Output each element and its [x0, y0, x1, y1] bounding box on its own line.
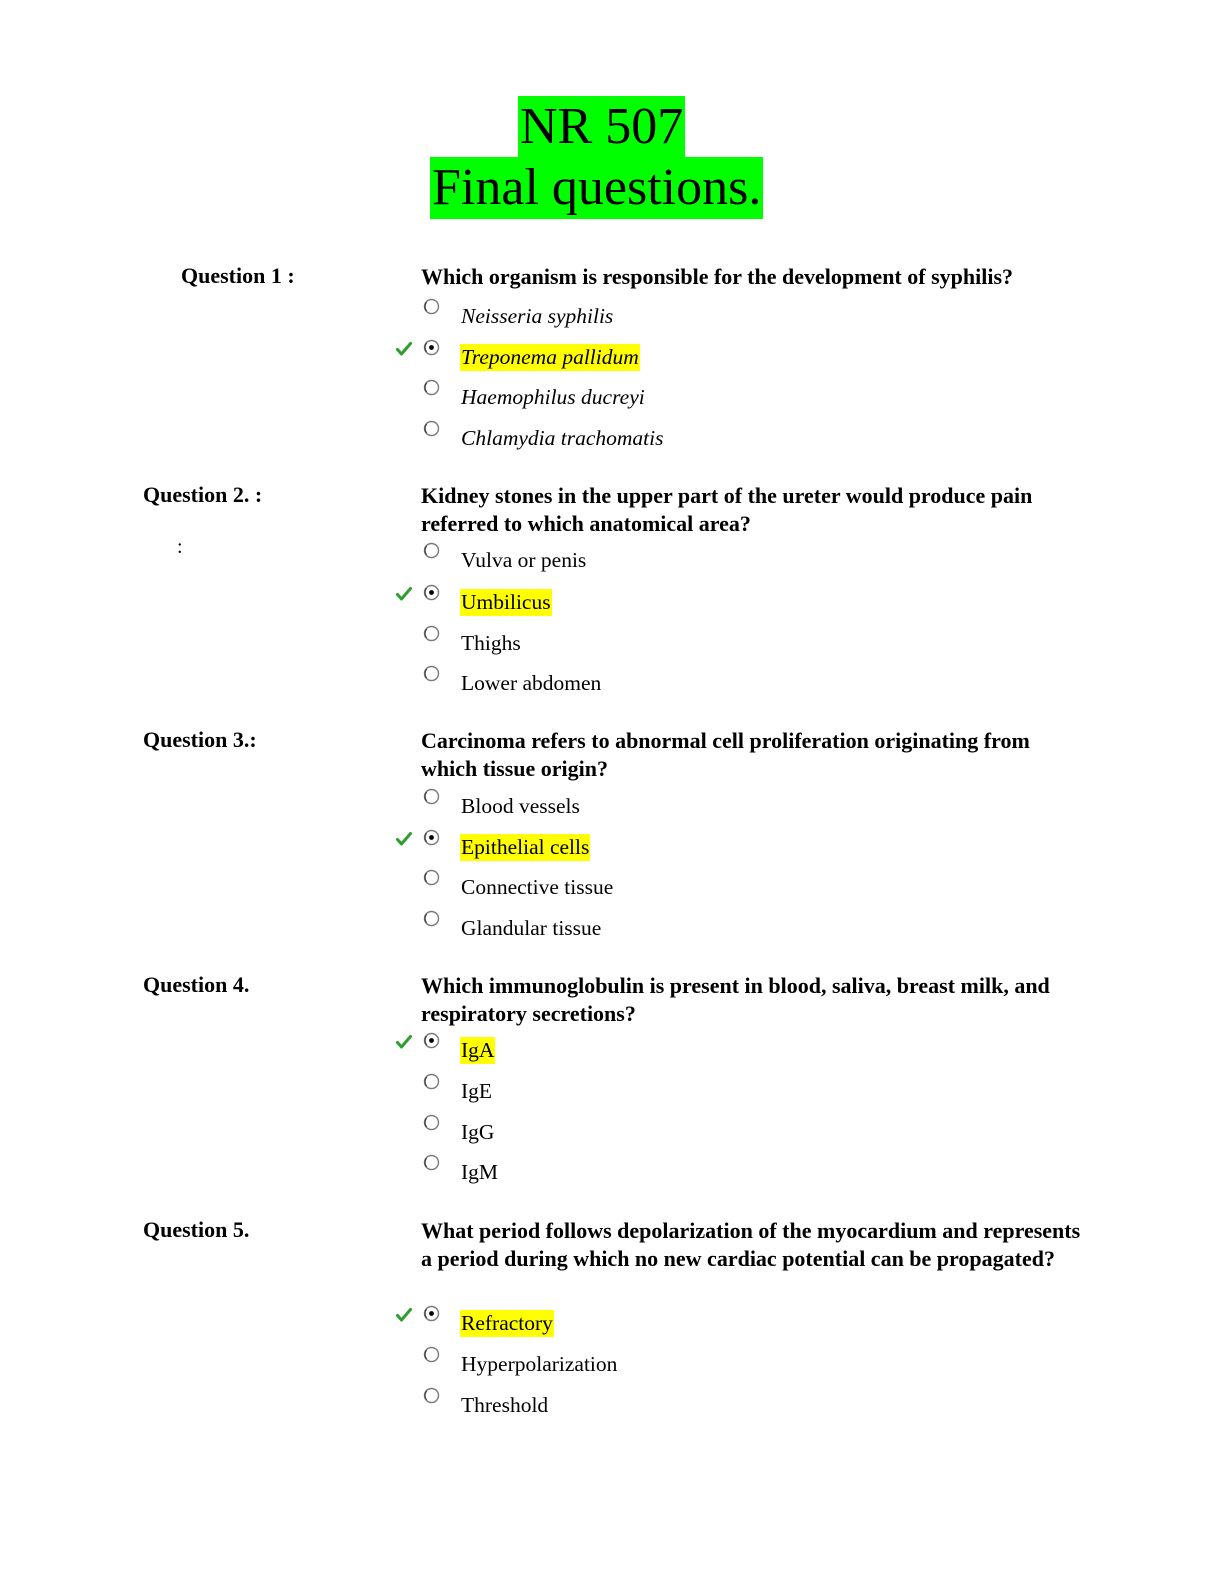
radio-empty-icon[interactable]: [423, 1154, 440, 1171]
question-label: Question 4.: [143, 972, 250, 997]
radio-empty-icon[interactable]: [423, 420, 440, 437]
radio-empty-icon[interactable]: [423, 1346, 440, 1363]
question-text: Which organism is responsible for the development of syphilis?: [421, 264, 1014, 289]
answer-option-label: Haemophilus ducreyi: [461, 385, 645, 409]
answer-option-label: Chlamydia trachomatis: [461, 426, 664, 450]
check-icon: [396, 1034, 412, 1050]
answer-option[interactable]: [396, 298, 1096, 332]
answer-option-label: Treponema pallidum: [461, 345, 639, 369]
answer-option-label: IgM: [461, 1160, 499, 1184]
answer-option[interactable]: [396, 1346, 1096, 1380]
answer-option[interactable]: [396, 625, 1096, 659]
title-line-1: NR 507: [518, 96, 685, 158]
question-label: Question 2. :: [143, 482, 263, 507]
radio-empty-icon[interactable]: [423, 788, 440, 805]
answer-option[interactable]: [396, 788, 1096, 822]
radio-selected-icon[interactable]: [423, 1305, 440, 1322]
question-text: Kidney stones in the upper part of the ureter would produce pain referred to which anatomical area?: [421, 483, 1033, 536]
radio-empty-icon[interactable]: [423, 869, 440, 886]
answer-option[interactable]: [396, 584, 1096, 618]
question-text: What period follows depolarization of the myocardium and represents a period during which no new cardiac potential can be propagated?: [421, 1218, 1081, 1271]
check-icon: [396, 1307, 412, 1323]
answer-option[interactable]: [396, 420, 1096, 454]
radio-empty-icon[interactable]: [423, 379, 440, 396]
radio-selected-icon[interactable]: [423, 1032, 440, 1049]
check-icon: [396, 341, 412, 357]
answer-option-label: Blood vessels: [461, 794, 580, 818]
question-label: Question 1 :: [181, 263, 295, 288]
answer-option[interactable]: [396, 379, 1096, 413]
answer-option-label: Glandular tissue: [461, 916, 602, 940]
answer-option-label: Vulva or penis: [461, 548, 587, 572]
answer-option-label: Connective tissue: [461, 875, 614, 899]
radio-empty-icon[interactable]: [423, 1073, 440, 1090]
radio-empty-icon[interactable]: [423, 298, 440, 315]
stray-colon: :: [177, 536, 183, 558]
answer-option[interactable]: [396, 665, 1096, 699]
answer-option[interactable]: [396, 339, 1096, 373]
answer-option-label: Neisseria syphilis: [461, 304, 614, 328]
check-icon: [396, 586, 412, 602]
check-icon: [396, 831, 412, 847]
answer-option-label: Refractory: [461, 1311, 553, 1335]
question-text: Carcinoma refers to abnormal cell proliferation originating from which tissue origin?: [421, 728, 1030, 781]
answer-option[interactable]: [396, 1032, 1096, 1066]
answer-option-label: IgG: [461, 1120, 495, 1144]
answer-option-label: Epithelial cells: [461, 835, 590, 859]
answer-option[interactable]: [396, 869, 1096, 903]
question-text: Which immunoglobulin is present in blood, saliva, breast milk, and respiratory secretions?: [421, 973, 1050, 1026]
question-label: Question 3.:: [143, 727, 257, 752]
radio-empty-icon[interactable]: [423, 625, 440, 642]
answer-option[interactable]: [396, 1154, 1096, 1188]
title-line-2: Final questions.: [430, 157, 763, 219]
answer-option-label: Hyperpolarization: [461, 1352, 618, 1376]
answer-option[interactable]: [396, 829, 1096, 863]
answer-option-label: Lower abdomen: [461, 671, 602, 695]
answer-option-label: Umbilicus: [461, 590, 551, 614]
answer-option[interactable]: [396, 1387, 1096, 1421]
answer-option[interactable]: [396, 1114, 1096, 1148]
radio-empty-icon[interactable]: [423, 1114, 440, 1131]
radio-selected-icon[interactable]: [423, 829, 440, 846]
answer-option-label: Thighs: [461, 631, 521, 655]
radio-empty-icon[interactable]: [423, 665, 440, 682]
radio-empty-icon[interactable]: [423, 542, 440, 559]
radio-selected-icon[interactable]: [423, 339, 440, 356]
question-label: Question 5.: [143, 1217, 250, 1242]
answer-option[interactable]: [396, 1305, 1096, 1339]
radio-empty-icon[interactable]: [423, 910, 440, 927]
answer-option[interactable]: [396, 542, 1096, 576]
radio-empty-icon[interactable]: [423, 1387, 440, 1404]
answer-option-label: IgE: [461, 1079, 493, 1103]
radio-selected-icon[interactable]: [423, 584, 440, 601]
answer-option-label: Threshold: [461, 1393, 549, 1417]
answer-option[interactable]: [396, 1073, 1096, 1107]
answer-option[interactable]: [396, 910, 1096, 944]
answer-option-label: IgA: [461, 1038, 495, 1062]
